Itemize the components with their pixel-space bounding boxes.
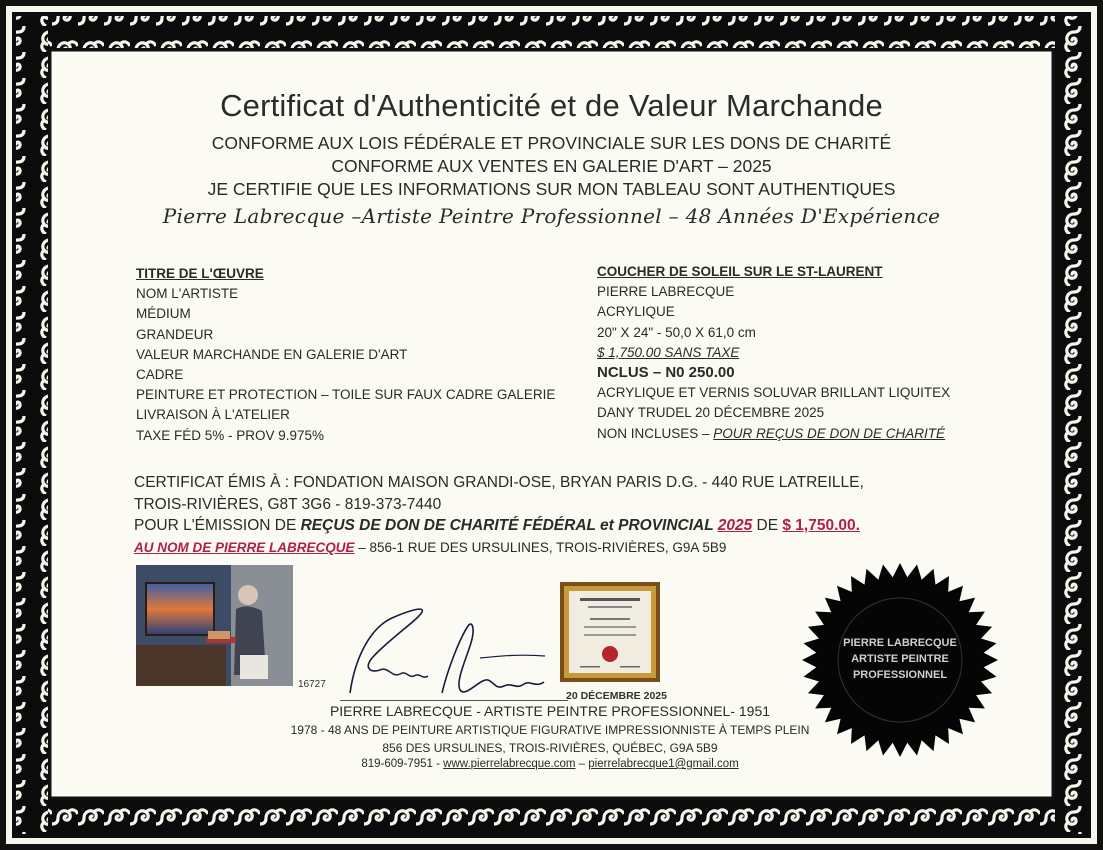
label-title: TITRE DE L'ŒUVRE [136, 266, 264, 281]
issued-de: DE [752, 517, 783, 534]
value-title: COUCHER DE SOLEIL SUR LE ST-LAURENT [597, 264, 883, 279]
value-market: $ 1,750.00 SANS TAXE [597, 344, 740, 360]
issued-name: AU NOM DE PIERRE LABRECQUE [134, 539, 355, 555]
footer-contact [270, 758, 830, 770]
certificate-title: Certificat d'Authenticité et de Valeur Marchande [220, 88, 883, 123]
footer-phone: 819-609-7951 - [361, 758, 444, 770]
value-frame: NCLUS – N0 250.00 [597, 364, 735, 382]
issued-line4 [134, 537, 974, 559]
issued-line2: TROIS-RIVIÈRES, G8T 3G6 - 819-373-7440 [134, 495, 442, 513]
issued-address: – 856-1 RUE DES URSULINES, TROIS-RIVIÈRES, G9A 5B9 [354, 539, 727, 555]
seal-text-3: PROFESSIONNEL [852, 669, 948, 681]
label-medium: MÉDIUM [136, 306, 191, 322]
website-link[interactable]: www.pierrelabrecque.com [443, 758, 576, 770]
footer-address: 856 DES URSULINES, TROIS-RIVIÈRES, QUÉBEC, G9A 5B9 [382, 741, 718, 755]
details-labels [136, 264, 576, 446]
issued-year: 2025 [717, 517, 753, 534]
footer-artist: PIERRE LABRECQUE - ARTISTE PEINTRE PROFESSIONNEL- 1951 [329, 703, 771, 719]
issued-receipt: REÇUS DE DON DE CHARITÉ FÉDÉRAL et PROVINCIAL [300, 517, 718, 534]
footer-sep: – [575, 758, 589, 770]
footer-experience: 1978 - 48 ANS DE PEINTURE ARTISTIQUE FIGURATIVE IMPRESSIONNISTE À TEMPS PLEIN [290, 723, 810, 737]
artist-photo [136, 565, 293, 686]
framed-diploma-image [560, 582, 660, 682]
issued-amount: $ 1,750.00. [782, 517, 860, 534]
issued-line1: CERTIFICAT ÉMIS À : FONDATION MAISON GRANDI-OSE, BRYAN PARIS D.G. - 440 RUE LATREILLE, [134, 474, 864, 491]
value-tax [597, 424, 1017, 444]
label-tax: TAXE FÉD 5% - PROV 9.975% [136, 427, 325, 443]
tax-note: POUR REÇUS DE DON DE CHARITÉ [713, 425, 946, 441]
value-medium: ACRYLIQUE [597, 304, 675, 320]
certificate-number: 16727 [298, 679, 326, 690]
subtitle-certification: JE CERTIFIE QUE LES INFORMATIONS SUR MON TABLEAU SONT AUTHENTIQUES [207, 179, 896, 199]
signature-line [340, 700, 568, 701]
seal-text-1: PIERRE LABRECQUE [843, 637, 957, 649]
label-delivery: LIVRAISON À L'ATELIER [136, 407, 290, 423]
value-delivery: DANY TRUDEL 20 DÉCEMBRE 2025 [597, 405, 825, 421]
value-paint: ACRYLIQUE ET VERNIS SOLUVAR BRILLANT LIQUITEX [597, 385, 951, 401]
label-artist: NOM L'ARTISTE [136, 286, 239, 302]
label-frame: CADRE [136, 367, 184, 383]
issued-block [134, 472, 974, 558]
issued-prefix: POUR L'ÉMISSION DE [134, 517, 301, 534]
subtitle-charity-law: CONFORME AUX LOIS FÉDÉRALE ET PROVINCIALE SUR LES DONS DE CHARITÉ [211, 133, 892, 153]
value-artist: PIERRE LABRECQUE [597, 284, 735, 300]
artist-script-line: Pierre Labrecque –Artiste Peintre Professionnel – 48 Années D'Expérience [162, 204, 941, 228]
label-value: VALEUR MARCHANDE EN GALERIE D'ART [136, 346, 408, 362]
label-paint: PEINTURE ET PROTECTION – TOILE SUR FAUX CADRE GALERIE [136, 387, 556, 403]
signature-date: 20 DÉCEMBRE 2025 [566, 690, 667, 702]
details-values [597, 262, 1017, 444]
seal-text-2: ARTISTE PEINTRE [851, 653, 949, 665]
email-link[interactable]: pierrelabrecque1@gmail.com [588, 758, 739, 770]
issued-line3 [134, 515, 974, 537]
handwritten-signature [330, 598, 570, 706]
tax-prefix: NON INCLUSES – [597, 425, 714, 441]
label-size: GRANDEUR [136, 326, 214, 342]
value-size: 20" X 24" - 50,0 X 61,0 cm [597, 324, 756, 340]
subtitle-gallery-sales: CONFORME AUX VENTES EN GALERIE D'ART – 2025 [331, 156, 772, 176]
